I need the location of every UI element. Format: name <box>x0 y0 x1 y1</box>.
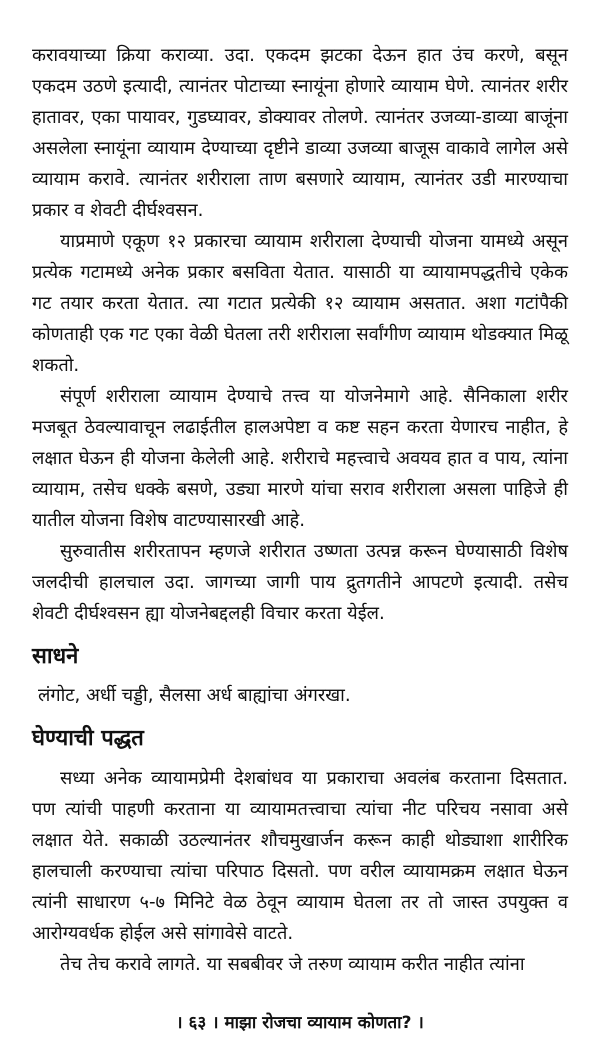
method-paragraph-2: तेच तेच करावे लागते. या सबबीवर जे तरुण व्यायाम करीत नाहीत त्यांना <box>60 954 525 975</box>
paragraph-3: संपूर्ण शरीराला व्यायाम देण्याचे तत्त्व या योजनेमागे आहे. सैनिकाला शरीर मजबूत ठेवल्यावाचून लढाईतील हालअपेष्टा व कष्ट सहन करता येणारच नाहीत, हे लक्षात घेऊन ही योजना केलेली आहे. शरीराचे महत्त्वाचे अवयव हात व पाय, त्यांना व्यायाम, तसेच धक्के बसणे, उड्या मारणे यांचा सराव शरीराला असला पाहिजे ही यातील योजना विशेष वाटण्यासारखी आहे. <box>32 386 568 531</box>
method-heading: घेण्याची पद्धत <box>32 726 144 751</box>
page-footer: । ६३ । माझा रोजचा व्यायाम कोणता? । <box>176 1013 424 1033</box>
method-paragraph-1: सध्या अनेक व्यायामप्रेमी देशबांधव या प्रकाराचा अवलंब करताना दिसतात. पण त्यांची पाहणी करताना या व्यायामतत्त्वाचा त्यांचा नीट परिचय नसावा असे लक्षात येते. सकाळी उठल्यानंतर शौचमुखार्जन करून काही थोड्याशा शारीरिक हालचाली करण्याचा त्यांचा परिपाठ दिसतो. पण वरील व्यायामक्रम लक्षात घेऊन त्यांनी साधारण ५-७ मिनिटे वेळ ठेवून व्यायाम घेतला तर तो जास्त उपयुक्त व आरोग्यवर्धक होईल असे सांगावेसे वाटते. <box>32 768 568 944</box>
paragraph-1: करावयाच्या क्रिया कराव्या. उदा. एकदम झटका देऊन हात उंच करणे, बसून एकदम उठणे इत्यादी, त्यानंतर पोटाच्या स्नायूंना होणारे व्यायाम घेणे. त्यानंतर शरीर हातावर, एका पायावर, गुडघ्यावर, डोक्यावर तोलणे. त्यानंतर उजव्या-डाव्या बाजूंना असलेला स्नायूंना व्यायाम देण्याच्या दृष्टीने डाव्या उजव्या बाजूस वाकावे लागेल असे व्यायाम करावे. त्यानंतर शरीराला ताण बसणारे व्यायाम, त्यानंतर उडी मारण्याचा प्रकार व शेवटी दीर्घश्वसन. <box>32 45 568 221</box>
paragraph-4: सुरुवातीस शरीरतापन म्हणजे शरीरात उष्णता उत्पन्न करून घेण्यासाठी विशेष जलदीची हालचाल उदा. जागच्या जागी पाय द्रुतगतीने आपटणे इत्यादी. तसेच शेवटी दीर्घश्वसन ह्या योजनेबद्दलही विचार करता येईल. <box>32 541 568 624</box>
equipment-text: लंगोट, अर्धी चड्डी, सैलसा अर्ध बाह्यांचा अंगरखा. <box>38 685 351 706</box>
equipment-heading: साधने <box>32 644 79 669</box>
paragraph-2: याप्रमाणे एकूण १२ प्रकारचा व्यायाम शरीराला देण्याची योजना यामध्ये असून प्रत्येक गटामध्ये अनेक प्रकार बसविता येतात. यासाठी या व्यायामपद्धतीचे एकेक गट तयार करता येतात. त्या गटात प्रत्येकी १२ व्यायाम असतात. अशा गटांपैकी कोणताही एक गट एका वेळी घेतला तरी शरीराला सर्वांगीण व्यायाम थोडक्यात मिळू शकतो. <box>32 231 568 376</box>
